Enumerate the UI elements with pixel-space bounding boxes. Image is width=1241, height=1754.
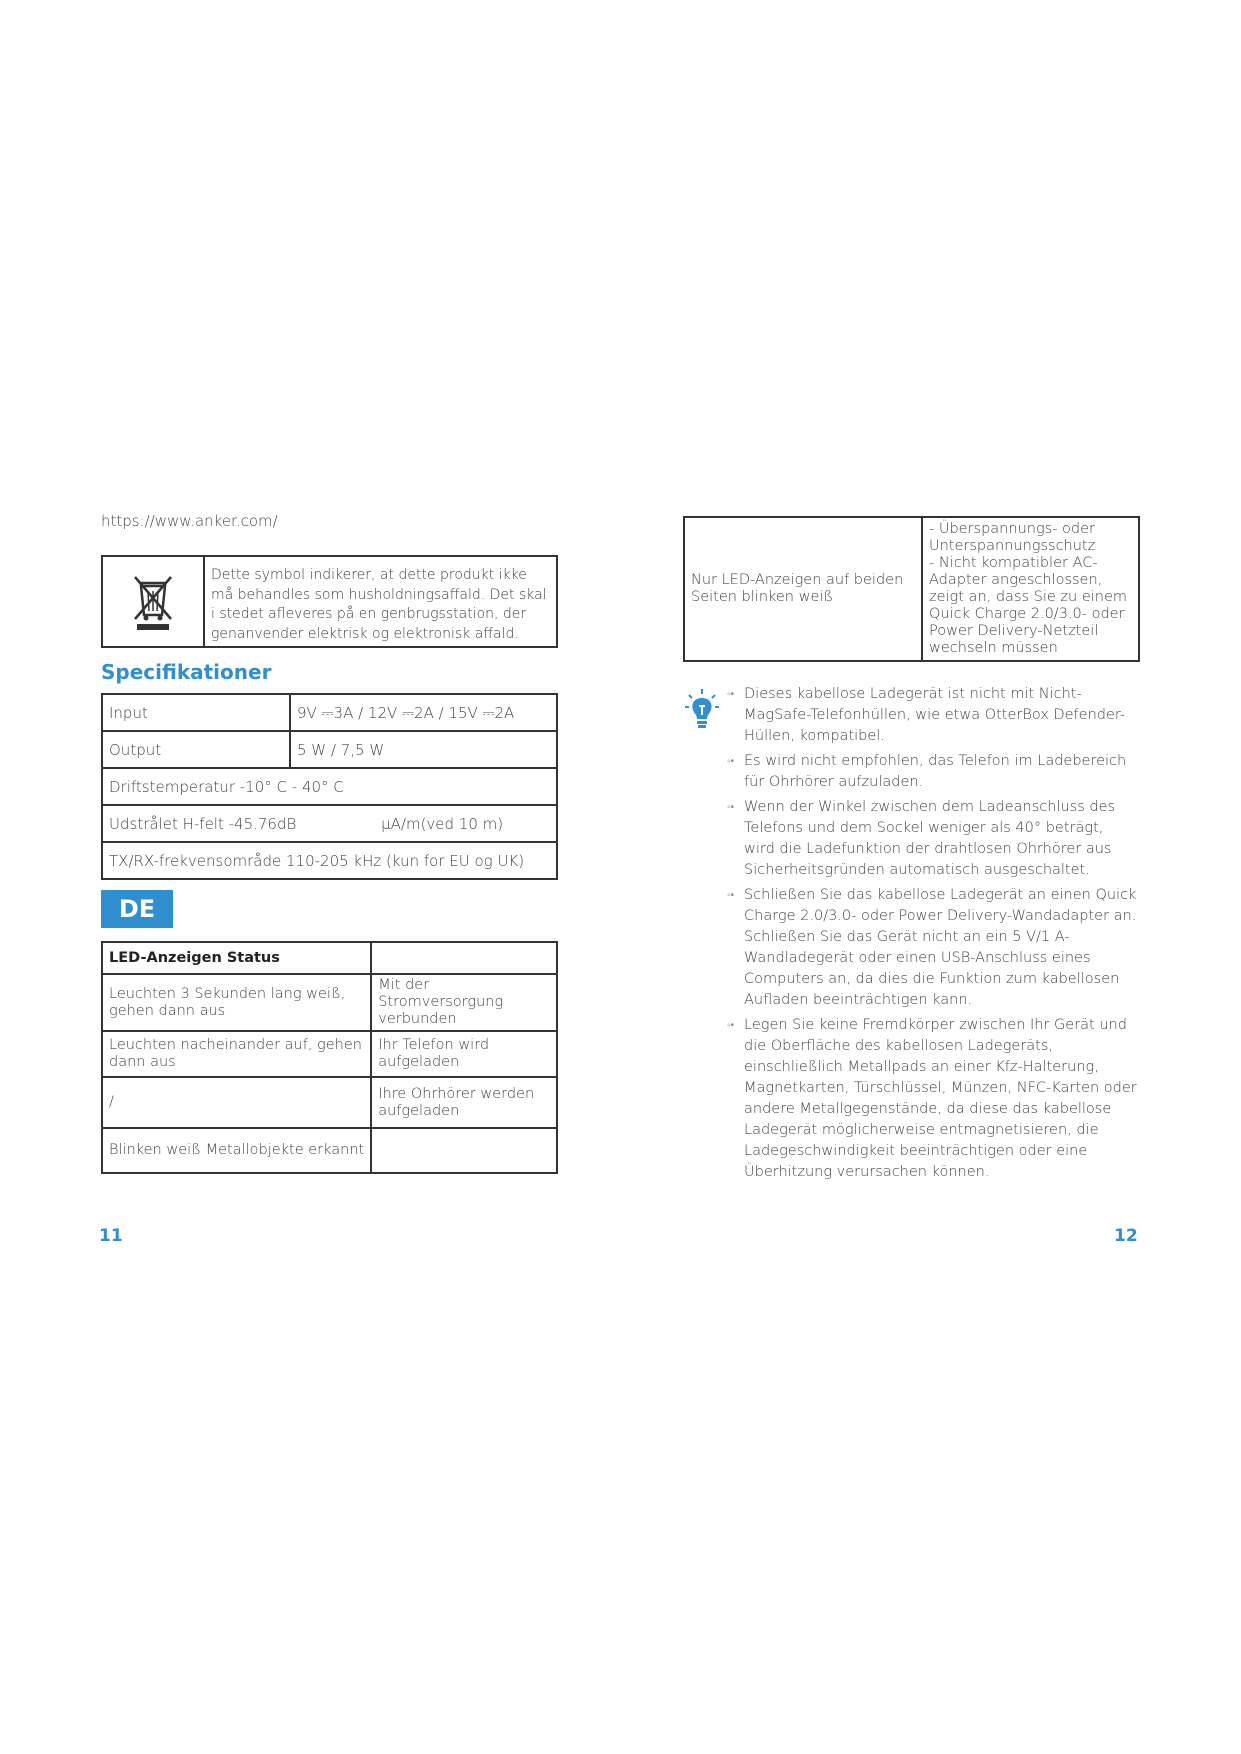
weee-notice-box [101,555,558,648]
bullet-icon: ◦• [727,689,735,700]
specifications-heading: Specifikationer [101,660,272,684]
led-indicator: Leuchten nacheinander auf, gehen dann aus [102,1031,371,1077]
spec-value: 5 W / 7,5 W [290,731,557,768]
spec-h-field-value: µA/m(ved 10 m) [381,814,504,833]
note-text: Es wird nicht empfohlen, das Telefon im Ladebereich für Ohrhörer aufzuladen. [744,753,1127,790]
table-row [684,517,1139,661]
led-indicator: / [102,1077,371,1128]
led-indicator: Leuchten 3 Sekunden lang weiß, gehen dann aus [102,974,371,1031]
note-text: Dieses kabellose Ladegerät ist nicht mit Nicht-MagSafe-Telefonhüllen, wie etwa OtterBox Defender-Hüllen, kompatibel. [744,686,1126,744]
note-text: Legen Sie keine Fremdkörper zwischen Ihr Gerät und die Oberfläche des kabellosen Ladegeräts, einschließlich Metallpads an einer Kfz-Halterung, Magnetkarten, Türschlüssel, Münzen, NFC-Karten oder andere Metallgegenstände, da diese das kabellose Ladegerät möglicherweise entmagnetisieren, die Ladegeschwindigkeit beeinträchtigen oder eine Überhitzung verursachen können. [744,1017,1137,1180]
led-table-header [102,942,557,974]
spec-value: 9V ⎓3A / 12V ⎓2A / 15V ⎓2A [290,694,557,731]
spec-label: TX/RX-frekvensområde 110-205 kHz (kun for EU og UK) [102,842,557,879]
manufacturer-url[interactable]: https://www.anker.com/ [101,512,278,530]
list-item [728,885,1138,1011]
note-text: Wenn der Winkel zwischen dem Ladeanschluss des Telefons und dem Sockel weniger als 40° beträgt, wird die Ladefunktion der drahtlosen Ohrhörer aus Sicherheitsgründen automatisch ausgeschaltet. [744,799,1116,878]
spec-row-h-field [102,805,557,842]
spec-label: Driftstemperatur -10° C - 40° C [102,768,557,805]
bullet-icon: ◦• [727,756,735,767]
led-indicator: Blinken weiß Metallobjekte erkannt [102,1128,371,1173]
led-table-header-label: LED-Anzeigen Status [102,942,371,974]
led-table-header-empty [371,942,557,974]
led-indicator: Nur LED-Anzeigen auf beiden Seiten blinken weiß [684,517,922,661]
led-status [371,1128,557,1173]
list-item [728,797,1138,881]
spec-label [102,805,557,842]
led-status [922,517,1139,661]
led-status: Mit der Stromversorgung verbunden [371,974,557,1031]
spec-label: Input [102,694,290,731]
led-status: Ihr Telefon wird aufgeladen [371,1031,557,1077]
table-row [102,1077,557,1128]
list-item [728,684,1138,747]
bullet-icon: ◦• [727,890,735,901]
list-item [728,1015,1138,1183]
page-number-right: 12 [1114,1226,1138,1246]
weee-bin-icon [131,573,175,631]
spec-row-input [102,694,557,731]
spec-row-frequency [102,842,557,879]
spec-h-field-label: Udstrålet H-felt -45.76dB [109,814,297,833]
spec-row-temperature [102,768,557,805]
led-status-line: - Nicht kompatibler AC-Adapter angeschlossen, zeigt an, dass Sie zu einem Quick Charge 2.0/3.0- oder Power Delivery-Netzteil wechseln müssen [929,555,1128,656]
language-badge: DE [101,890,173,928]
spec-label: Output [102,731,290,768]
note-text: Schließen Sie das kabellose Ladegerät an einen Quick Charge 2.0/3.0- oder Power Delivery-Wandadapter an. Schließen Sie das Gerät nicht an ein 5 V/1 A-Wandladegerät oder einen USB-Anschluss eines Computers an, da dies die Funktion zum kabellosen Aufladen beeinträchtigen kann. [744,887,1137,1008]
table-row [102,1031,557,1077]
spec-row-output [102,731,557,768]
led-status-table-continued [683,516,1140,662]
led-status-line: - Überspannungs- oder Unterspannungsschutz [929,521,1096,554]
page-number-left: 11 [99,1226,123,1246]
specifications-table [101,693,558,880]
list-item [728,751,1138,793]
table-row [102,974,557,1031]
bullet-icon: ◦• [727,1020,735,1031]
weee-notice-text: Dette symbol indikerer, at dette produkt ikke må behandles som husholdningsaffald. Det skal i stedet afleveres på en genbrugsstation, der genanvender elektrisk og elektronisk affald. [211,567,547,642]
weee-icon-cell [103,557,205,646]
table-row [102,1128,557,1173]
lightbulb-tip-icon [684,688,720,736]
led-status: Ihre Ohrhörer werden aufgeladen [371,1077,557,1128]
safety-notes-list [728,684,1138,1187]
led-status-table [101,941,558,1174]
bullet-icon: ◦• [727,802,735,813]
